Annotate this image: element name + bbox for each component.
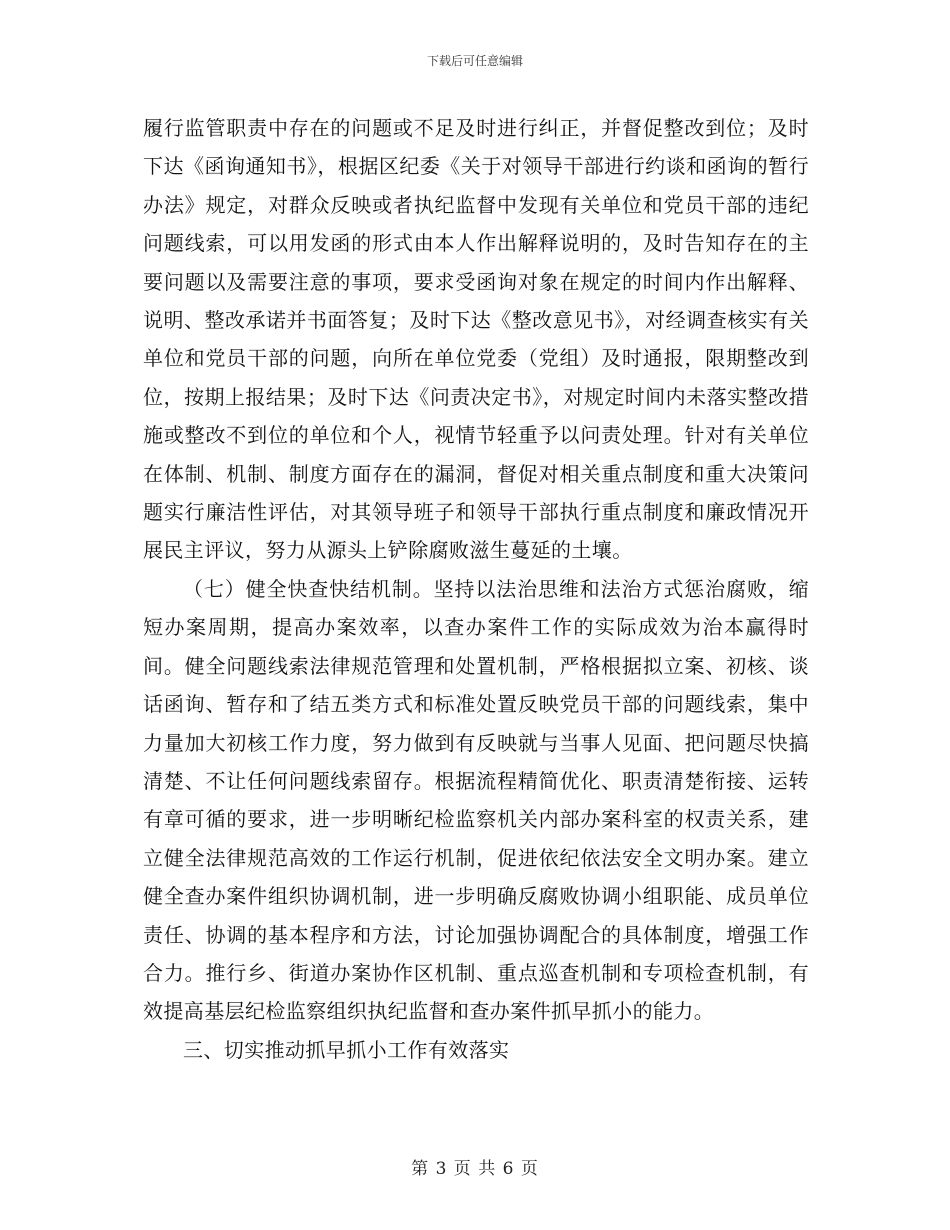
- document-body: [143, 109, 809, 1069]
- page-number: 第 3 页 共 6 页: [411, 1159, 539, 1179]
- paragraph-section-seven: （七）健全快查快结机制。坚持以法治思维和法治方式惩治腐败，缩短办案周期，提高办案效率，以查办案件工作的实际成效为治本赢得时间。健全问题线索法律规范管理和处置机制，严格根据拟立案、初核、谈话函询、暂存和了结五类方式和标准处置反映党员干部的问题线索，集中力量加大初核工作力度，努力做到有反映就与当事人见面、把问题尽快搞清楚、不让任何问题线索留存。根据流程精简优化、职责清楚衔接、运转有章可循的要求，进一步明晰纪检监察机关内部办案科室的权责关系，建立健全法律规范高效的工作运行机制，促进依纪依法安全文明办案。建立健全查办案件组织协调机制，进一步明确反腐败协调小组职能、成员单位责任、协调的基本程序和方法，讨论加强协调配合的具体制度，增强工作合力。推行乡、街道办案协作区机制、重点巡查机制和专项检查机制，有效提高基层纪检监察组织执纪监督和查办案件抓早抓小的能力。: [143, 576, 809, 1024]
- section-heading-three: 三、切实推动抓早抓小工作有效落实: [183, 1037, 510, 1062]
- paragraph-continuation: 履行监管职责中存在的问题或不足及时进行纠正，并督促整改到位；及时下达《函询通知书》，根据区纪委《关于对领导干部进行约谈和函询的暂行办法》规定，对群众反映或者执纪监督中发现有关单位和党员干部的违纪问题线索，可以用发函的形式由本人作出解释说明的，及时告知存在的主要问题以及需要注意的事项，要求受函询对象在规定的时间内作出解释、说明、整改承诺并书面答复；及时下达《整改意见书》，对经调查核实有关单位和党员干部的问题，向所在单位党委（党组）及时通报，限期整改到位，按期上报结果；及时下达《问责决定书》，对规定时间内未落实整改措施或整改不到位的单位和个人，视情节轻重予以问责处理。针对有关单位在体制、机制、制度方面存在的漏洞，督促对相关重点制度和重大决策问题实行廉洁性评估，对其领导班子和领导干部执行重点制度和廉政情况开展民主评议，努力从源头上铲除腐败滋生蔓延的土壤。: [143, 116, 809, 563]
- page-header-note: 下载后可任意编辑: [426, 54, 523, 68]
